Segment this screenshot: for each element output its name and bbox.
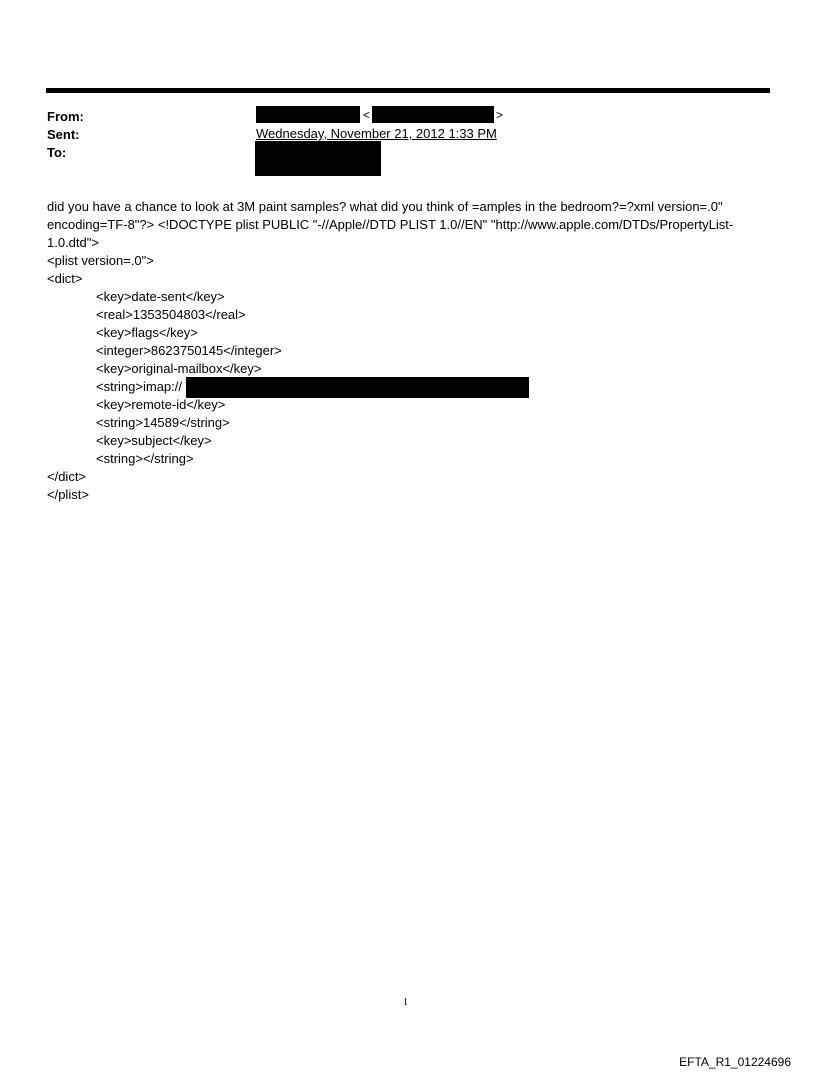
body-line: <dict> <box>47 271 83 286</box>
body-line: </plist> <box>47 487 89 502</box>
body-line: <real>1353504803</real> <box>96 307 246 322</box>
from-email-redaction <box>372 106 494 123</box>
body-line: 1.0.dtd"> <box>47 235 99 250</box>
body-line: </dict> <box>47 469 87 484</box>
sent-value: Wednesday, November 21, 2012 1:33 PM <box>256 126 497 141</box>
body-line: <key>date-sent</key> <box>96 289 225 304</box>
from-label: From: <box>47 109 84 124</box>
document-id: EFTA_R1_01224696 <box>679 1055 791 1069</box>
page-number: 1 <box>403 997 408 1008</box>
body-line: <key>flags</key> <box>96 325 198 340</box>
body-line: did you have a chance to look at 3M paint samples? what did you think of =amples in the bedroom?=?xml version=.0" <box>47 199 723 214</box>
body-line: encoding=TF-8"?> <!DOCTYPE plist PUBLIC "-//Apple//DTD PLIST 1.0//EN" "http://www.apple.com/DTDs/PropertyList- <box>47 217 734 232</box>
to-label: To: <box>47 145 67 160</box>
body-line: <key>subject</key> <box>96 433 212 448</box>
from-name-redaction <box>256 106 360 123</box>
from-open-bracket: < <box>363 108 371 122</box>
header-rule <box>46 88 770 93</box>
body-line: <string></string> <box>96 451 194 466</box>
sent-label: Sent: <box>47 127 80 142</box>
body-line: <integer>8623750145</integer> <box>96 343 282 358</box>
body-line: <key>original-mailbox</key> <box>96 361 262 376</box>
mailbox-redaction <box>186 377 529 398</box>
body-line: <key>remote-id</key> <box>96 397 226 412</box>
body-line: <string>14589</string> <box>96 415 230 430</box>
to-redaction <box>255 141 381 176</box>
body-line: <plist version=.0"> <box>47 253 154 268</box>
from-close-bracket: > <box>496 108 504 122</box>
body-line: <string>imap:// <box>96 379 182 394</box>
